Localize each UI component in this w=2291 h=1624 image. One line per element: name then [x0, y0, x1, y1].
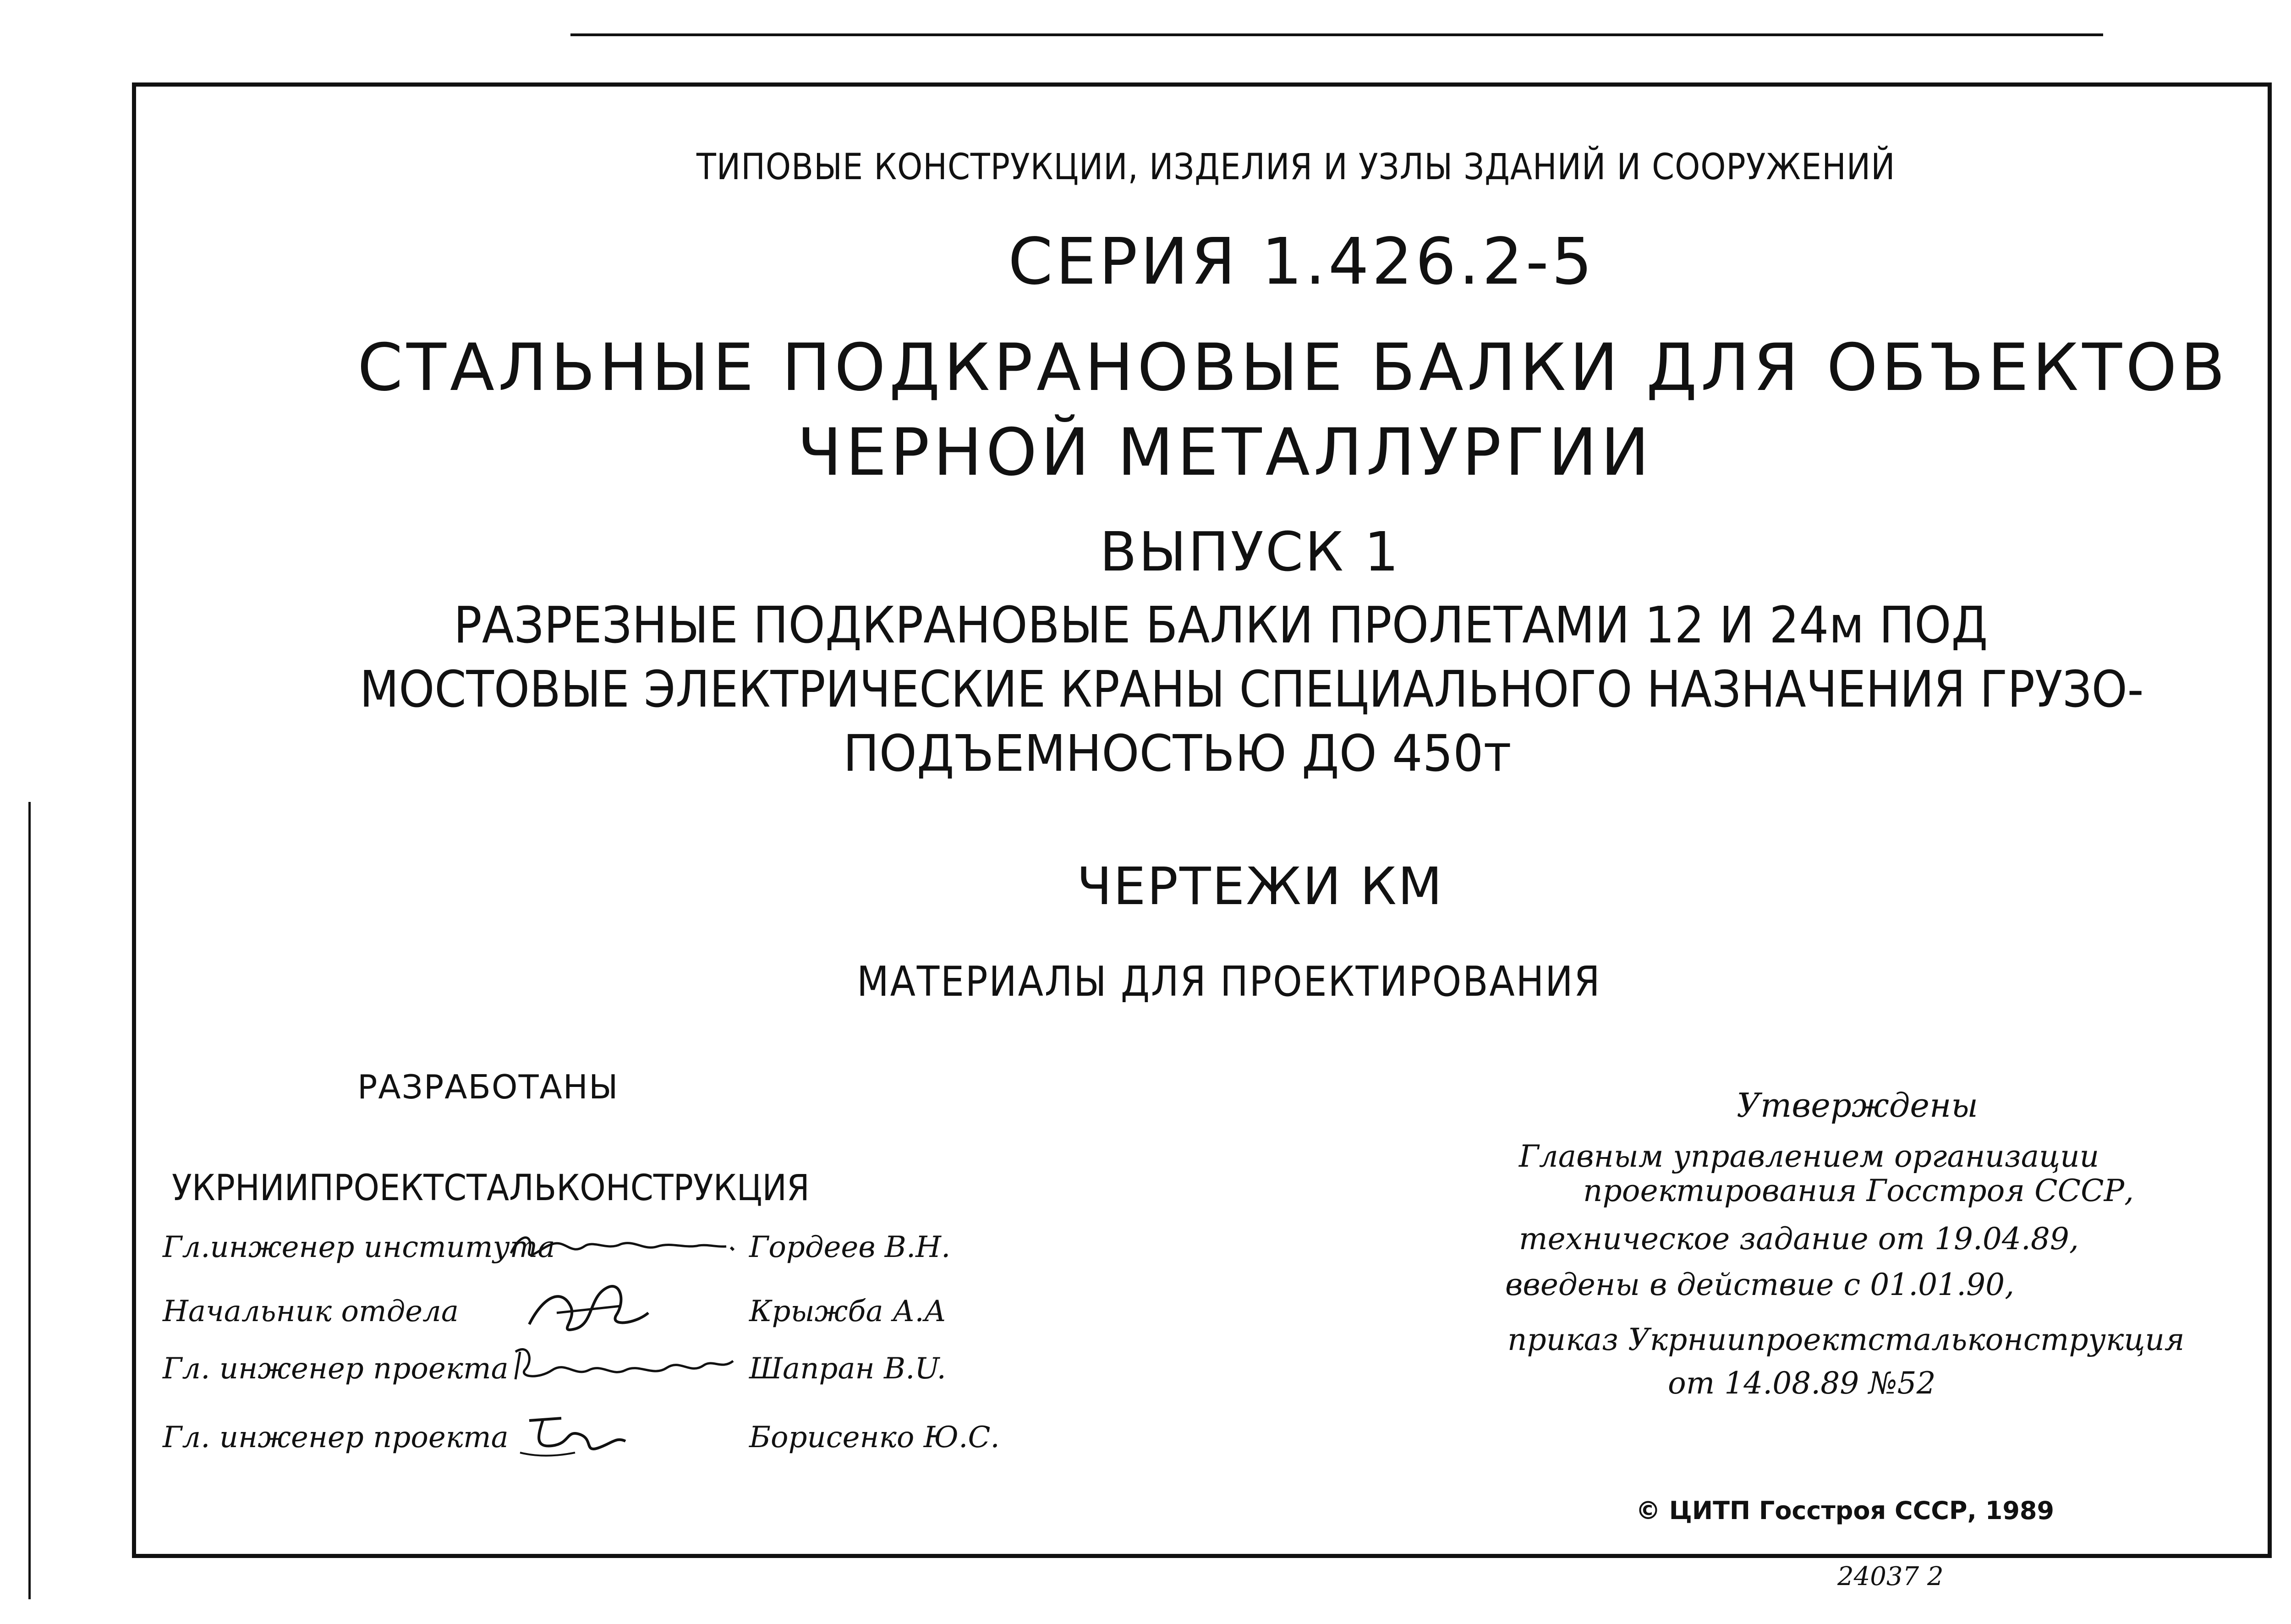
left-scan-line [28, 802, 31, 1599]
signatory-role: Гл. инженер проекта [163, 1421, 509, 1454]
signatory-role: Гл.инженер института [163, 1230, 555, 1264]
top-scan-line [570, 33, 2103, 36]
issue-description-line-2: МОСТОВЫЕ ЭЛЕКТРИЧЕСКИЕ КРАНЫ СПЕЦИАЛЬНОГО НАЗНАЧЕНИЯ ГРУЗО- [360, 660, 2144, 719]
approval-line: Главным управлением организации [1519, 1139, 2099, 1174]
main-title-line-1: СТАЛЬНЫЕ ПОДКРАНОВЫЕ БАЛКИ ДЛЯ ОБЪЕКТОВ [357, 330, 2229, 406]
handwritten-signature-4 [502, 1402, 740, 1462]
approval-line: проектирования Госстроя СССР, [1583, 1173, 2134, 1208]
copyright-notice: © ЦИТП Госстроя СССР, 1989 [1636, 1496, 2055, 1525]
approved-label: Утверждены [1737, 1086, 1979, 1125]
approval-line: техническое задание от 19.04.89, [1519, 1221, 2079, 1256]
handwritten-signature-3 [502, 1333, 740, 1393]
signatory-name: Крыжба А.А [749, 1295, 947, 1328]
drawings-label: ЧЕРТЕЖИ КМ [1077, 857, 1444, 916]
issue-description-line-3: ПОДЪЕМНОСТЬЮ ДО 450т [843, 724, 1512, 783]
signatory-role: Начальник отдела [163, 1295, 459, 1328]
sheet-number: 24037 2 [1837, 1562, 1944, 1591]
materials-label: МАТЕРИАЛЫ ДЛЯ ПРОЕКТИРОВАНИЯ [857, 958, 1601, 1006]
main-title-line-2: ЧЕРНОЙ МЕТАЛЛУРГИИ [797, 415, 1653, 490]
signatory-name: Гордеев В.Н. [749, 1230, 951, 1264]
approval-line: введены в действие с 01.01.90, [1505, 1267, 2015, 1302]
developer-organization: УКРНИИПРОЕКТСТАЛЬКОНСТРУКЦИЯ [172, 1168, 810, 1209]
category-heading: ТИПОВЫЕ КОНСТРУКЦИИ, ИЗДЕЛИЯ И УЗЛЫ ЗДАНИЙ И СООРУЖЕНИЙ [696, 147, 1896, 188]
approval-line: приказ Укрниипроектстальконструкция [1507, 1322, 2185, 1357]
approval-line: от 14.08.89 №52 [1668, 1366, 1936, 1401]
signatory-role: Гл. инженер проекта [163, 1352, 509, 1386]
issue-label: ВЫПУСК 1 [1100, 520, 1401, 583]
signatory-name: Шапран В.U. [749, 1352, 946, 1386]
developed-label: РАЗРАБОТАНЫ [357, 1068, 619, 1106]
signatory-name: Борисенко Ю.С. [749, 1421, 1000, 1454]
issue-description-line-1: РАЗРЕЗНЫЕ ПОДКРАНОВЫЕ БАЛКИ ПРОЛЕТАМИ 12 И 24м ПОД [454, 596, 1988, 654]
series-number: СЕРИЯ 1.426.2-5 [1008, 225, 1595, 299]
